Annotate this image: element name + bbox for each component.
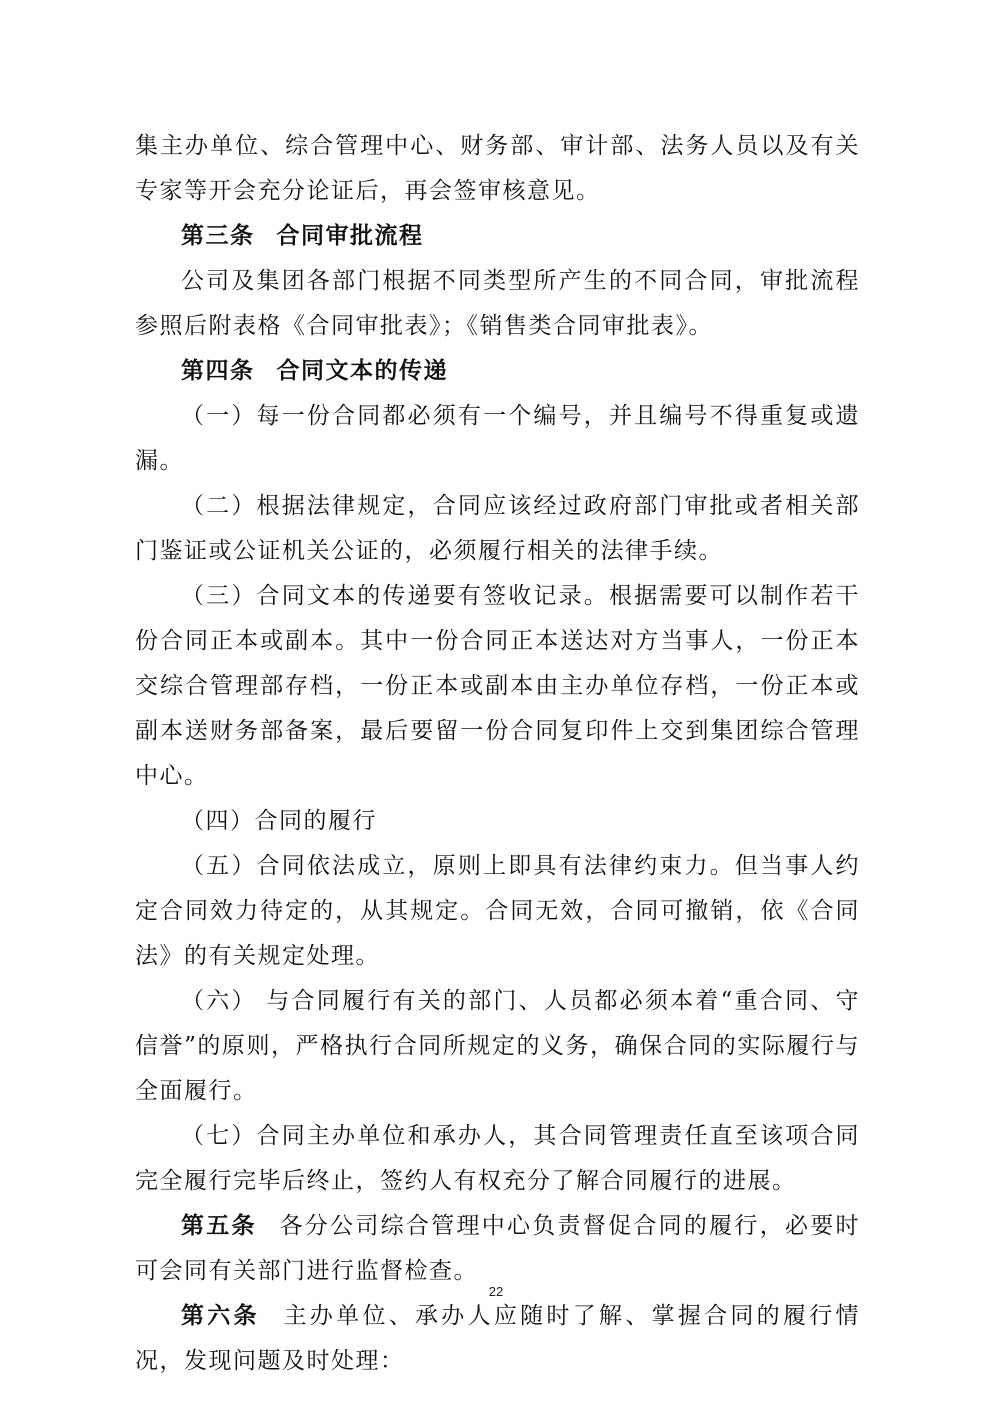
list-item: （三）合同文本的传递要有签收记录。根据需要可以制作若干份合同正本或副本。其中一份合同正本送达对方当事人，一份正本交综合管理部存档，一份正本或副本由主办单位存档，一份正本或副本送财务部备案，最后要留一份合同复印件上交到集团综合管理中心。	[135, 583, 860, 789]
article-heading	[135, 214, 860, 259]
article-heading	[135, 349, 860, 394]
document-body	[135, 124, 860, 1384]
paragraph: 公司及集团各部门根据不同类型所产生的不同合同，审批流程参照后附表格《合同审批表》；《销售类合同审批表》。	[135, 268, 860, 339]
article-text: 各分公司综合管理中心负责督促合同的履行，必要时可会同有关部门进行监督检查。	[135, 1213, 861, 1284]
list-item: （四）合同的履行	[181, 808, 377, 834]
article-text: 主办单位、承办人应随时了解、掌握合同的履行情况，发现问题及时处理：	[135, 1303, 861, 1374]
list-item: （五）合同依法成立，原则上即具有法律约束力。但当事人约定合同效力待定的，从其规定。合同无效，合同可撤销，依《合同法》的有关规定处理。	[135, 853, 860, 969]
paragraph: 集主办单位、综合管理中心、财务部、审计部、法务人员以及有关专家等开会充分论证后，再会签审核意见。	[135, 133, 860, 204]
article-number: 第三条	[181, 223, 255, 249]
article-paragraph	[135, 1204, 860, 1294]
article-number: 第五条	[181, 1213, 257, 1239]
list-item: （六） 与合同履行有关的部门、人员都必须本着“重合同、守信誉”的原则，严格执行合同所规定的义务，确保合同的实际履行与全面履行。	[135, 988, 860, 1104]
article-paragraph	[135, 1294, 860, 1384]
list-item: （七）合同主办单位和承办人，其合同管理责任直至该项合同完全履行完毕后终止，签约人有权充分了解合同履行的进展。	[135, 1123, 860, 1194]
article-number: 第六条	[181, 1303, 260, 1329]
list-item: （一）每一份合同都必须有一个编号，并且编号不得重复或遗漏。	[135, 403, 860, 474]
list-item: （二）根据法律规定，合同应该经过政府部门审批或者相关部门鉴证或公证机关公证的，必须履行相关的法律手续。	[135, 493, 860, 564]
article-title: 合同文本的传递	[276, 358, 448, 384]
page-number: 22	[488, 1284, 504, 1299]
article-number: 第四条	[181, 358, 255, 384]
article-title: 合同审批流程	[276, 223, 424, 249]
